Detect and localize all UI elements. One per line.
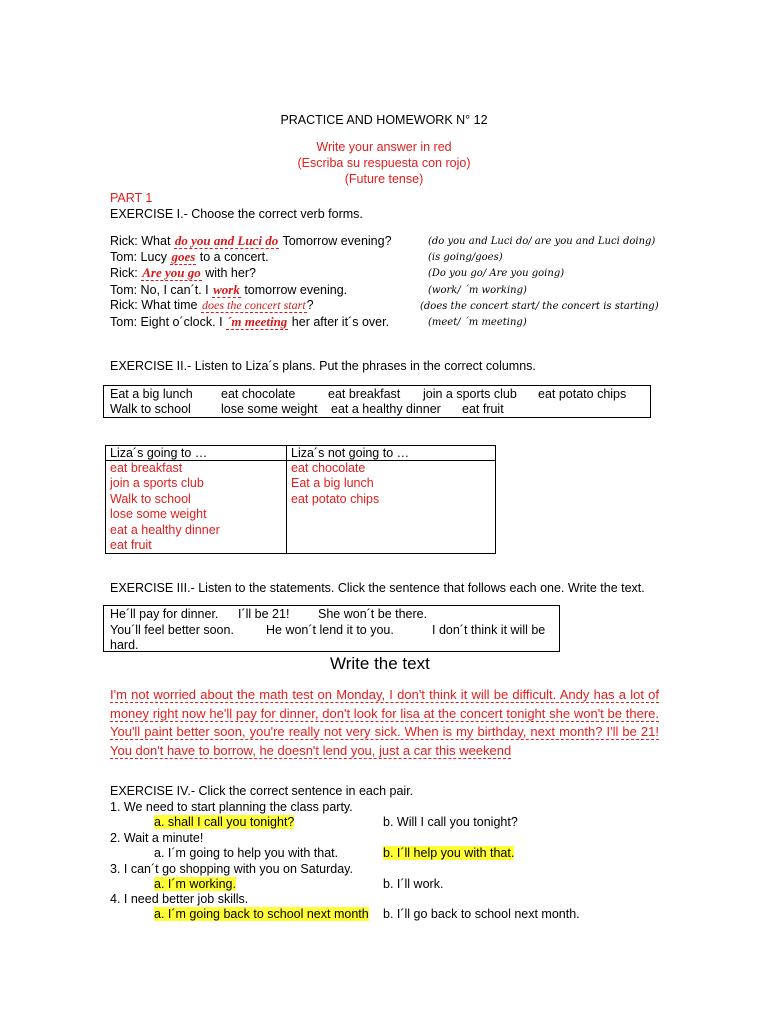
dialogue-text: Tom: Lucy bbox=[110, 250, 171, 264]
page-title: PRACTICE AND HOMEWORK N° 12 bbox=[280, 113, 488, 127]
exercise-3-title: EXERCISE III.- Listen to the statements. Click the sentence that follows each one. Write the text. bbox=[110, 581, 645, 595]
selected-option[interactable]: a. shall I call you tonight? bbox=[154, 815, 295, 829]
answer-text: do you and Luci do bbox=[174, 233, 279, 248]
exercise-4-title: EXERCISE IV.- Click the correct sentence in each pair. bbox=[110, 784, 414, 798]
answer-text: work bbox=[213, 282, 240, 297]
dialogue-text: Rick: bbox=[110, 266, 142, 280]
dialogue-text: Tomorrow evening? bbox=[279, 234, 392, 248]
dialogue-line bbox=[110, 282, 347, 298]
selected-option[interactable]: b. I´ll help you with that. bbox=[383, 846, 515, 860]
phrase: eat potato chips bbox=[538, 387, 627, 401]
list-item: Walk to school bbox=[110, 491, 191, 506]
column-header-going: Liza´s going to … bbox=[106, 446, 287, 461]
statement: He won´t lend it to you. bbox=[266, 623, 394, 637]
question: 1. We need to start planning the class party. bbox=[110, 800, 353, 814]
list-item: eat breakfast bbox=[110, 461, 183, 475]
instruction-line-3: (Future tense) bbox=[344, 172, 424, 186]
option[interactable]: b. I´ll go back to school next month. bbox=[383, 907, 580, 921]
column-header-not-going: Liza´s not going to … bbox=[287, 446, 496, 461]
phrase: Eat a big lunch bbox=[110, 387, 193, 401]
phrase: eat breakfast bbox=[328, 387, 401, 401]
option[interactable]: b. I´ll work. bbox=[383, 877, 444, 891]
option[interactable]: a. I´m going to help you with that. bbox=[154, 846, 339, 860]
part-heading: PART 1 bbox=[110, 191, 153, 205]
dialogue-line bbox=[110, 314, 389, 330]
written-answer bbox=[110, 686, 659, 760]
question: 4. I need better job skills. bbox=[110, 892, 249, 906]
selected-option[interactable]: a. I´m going back to school next month bbox=[154, 907, 369, 921]
not-going-cell bbox=[287, 461, 496, 554]
dialogue-text: to a concert. bbox=[196, 250, 269, 264]
hint-text: (Do you go/ Are you going) bbox=[428, 268, 565, 279]
option[interactable]: b. Will I call you tonight? bbox=[383, 815, 518, 829]
phrase: eat chocolate bbox=[221, 387, 296, 401]
answer-text: goes bbox=[171, 249, 196, 264]
list-item: lose some weight bbox=[110, 507, 207, 522]
list-item: join a sports club bbox=[110, 476, 204, 491]
hint-text: (do you and Luci do/ are you and Luci doing) bbox=[428, 236, 656, 247]
list-item: eat a healthy dinner bbox=[110, 522, 220, 537]
answer-text: ´m meeting bbox=[227, 314, 288, 329]
phrase: Walk to school bbox=[110, 402, 191, 416]
phrase-bank-box bbox=[103, 385, 651, 418]
answer-paragraph: I'm not worried about the math test on Monday, I don't think it will be difficult. Andy has a lot of money right now he'll pay for dinner, don't look for lisa at the concert tonight she won't be there. You'll paint better soon, you're really not very sick. When is my birthday, next month? I'll be 21! You don't have to borrow, he doesn't lend you, just a car this weekend bbox=[110, 687, 659, 758]
dialogue-line bbox=[110, 265, 256, 281]
phrase: lose some weight bbox=[221, 402, 318, 416]
dialogue-text: Tom: Eight o´clock. I bbox=[110, 315, 227, 329]
phrase: eat a healthy dinner bbox=[331, 402, 441, 416]
question: 3. I can´t go shopping with you on Saturday. bbox=[110, 862, 353, 876]
phrase: eat fruit bbox=[462, 402, 504, 416]
dialogue-text: with her? bbox=[201, 266, 256, 280]
dialogue-text: Rick: What bbox=[110, 234, 174, 248]
selected-option[interactable]: a. I´m working. bbox=[154, 877, 236, 891]
statement: I don´t think it will be bbox=[432, 623, 546, 637]
statement: hard. bbox=[110, 638, 139, 652]
going-cell bbox=[106, 461, 287, 554]
hint-text: (meet/ ´m meeting) bbox=[428, 317, 527, 328]
instruction-line-1: Write your answer in red bbox=[316, 140, 452, 154]
phrase: join a sports club bbox=[423, 387, 517, 401]
answer-text: does the concert start bbox=[202, 298, 306, 312]
exercise-2-title: EXERCISE II.- Listen to Liza´s plans. Put the phrases in the correct columns. bbox=[110, 359, 536, 373]
dialogue-text: tomorrow evening. bbox=[240, 283, 348, 297]
exercise-1-title: EXERCISE I.- Choose the correct verb forms. bbox=[110, 207, 363, 221]
list-item: eat fruit bbox=[110, 538, 152, 553]
dialogue-text: Rick: What time bbox=[110, 298, 201, 312]
statement: You´ll feel better soon. bbox=[110, 623, 234, 637]
answer-text: Are you go bbox=[142, 265, 201, 280]
question: 2. Wait a minute! bbox=[110, 831, 204, 845]
hint-text: (is going/goes) bbox=[428, 252, 503, 263]
liza-plans-table bbox=[105, 445, 496, 554]
statement: I´ll be 21! bbox=[238, 607, 290, 621]
list-item: Eat a big lunch bbox=[291, 476, 374, 491]
dialogue-line bbox=[110, 233, 392, 249]
list-item: eat potato chips bbox=[291, 491, 380, 506]
dialogue-text: Tom: No, I can´t. I bbox=[110, 283, 213, 297]
write-text-heading: Write the text bbox=[330, 654, 430, 673]
dialogue-line bbox=[110, 249, 269, 265]
dialogue-line bbox=[110, 298, 314, 313]
statement: He´ll pay for dinner. bbox=[110, 607, 219, 621]
statement: She won´t be there. bbox=[318, 607, 428, 621]
statements-box bbox=[103, 605, 560, 652]
hint-text: (work/ ´m working) bbox=[428, 285, 527, 296]
dialogue-text: ? bbox=[306, 298, 314, 312]
list-item: eat chocolate bbox=[291, 461, 366, 475]
hint-text: (does the concert start/ the concert is starting) bbox=[420, 301, 659, 312]
dialogue-text: her after it´s over. bbox=[288, 315, 390, 329]
instruction-line-2: (Escriba su respuesta con rojo) bbox=[297, 156, 471, 170]
